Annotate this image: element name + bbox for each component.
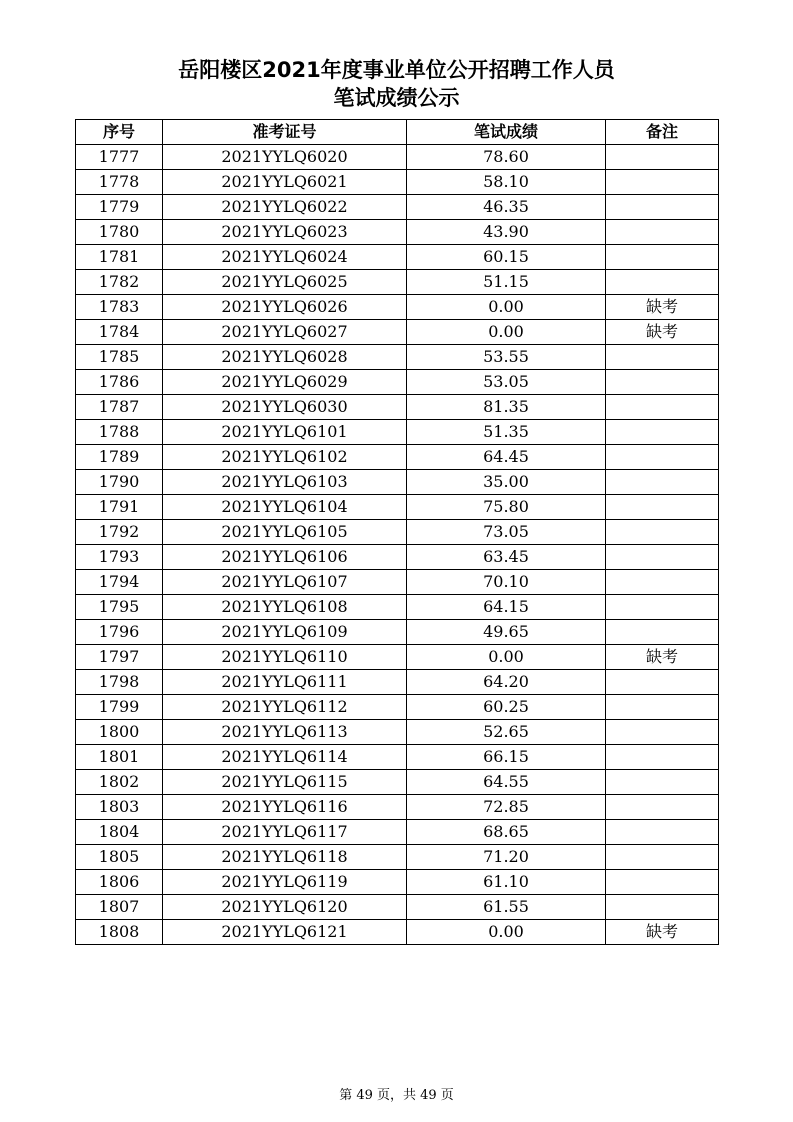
- cell-remark: [606, 170, 719, 195]
- cell-seq: 1806: [76, 870, 163, 895]
- column-header-remark: 备注: [606, 120, 719, 145]
- cell-exam-id: 2021YYLQ6101: [163, 420, 407, 445]
- cell-remark: [606, 145, 719, 170]
- cell-exam-id: 2021YYLQ6121: [163, 920, 407, 945]
- cell-remark: [606, 895, 719, 920]
- cell-exam-id: 2021YYLQ6109: [163, 620, 407, 645]
- cell-remark: [606, 345, 719, 370]
- cell-score: 71.20: [407, 845, 606, 870]
- cell-remark: [606, 445, 719, 470]
- table-row: [76, 720, 719, 745]
- cell-exam-id: 2021YYLQ6112: [163, 695, 407, 720]
- cell-seq: 1789: [76, 445, 163, 470]
- cell-exam-id: 2021YYLQ6023: [163, 220, 407, 245]
- cell-seq: 1788: [76, 420, 163, 445]
- cell-remark: [606, 470, 719, 495]
- cell-seq: 1798: [76, 670, 163, 695]
- cell-seq: 1808: [76, 920, 163, 945]
- table-row: [76, 520, 719, 545]
- cell-seq: 1801: [76, 745, 163, 770]
- column-header-exam-id: 准考证号: [163, 120, 407, 145]
- cell-exam-id: 2021YYLQ6115: [163, 770, 407, 795]
- cell-remark: [606, 845, 719, 870]
- cell-score: 64.45: [407, 445, 606, 470]
- cell-score: 64.15: [407, 595, 606, 620]
- cell-exam-id: 2021YYLQ6108: [163, 595, 407, 620]
- cell-exam-id: 2021YYLQ6102: [163, 445, 407, 470]
- cell-score: 64.20: [407, 670, 606, 695]
- cell-remark: [606, 770, 719, 795]
- cell-remark: [606, 570, 719, 595]
- cell-seq: 1795: [76, 595, 163, 620]
- cell-remark: [606, 720, 719, 745]
- cell-remark: 缺考: [606, 920, 719, 945]
- cell-remark: [606, 420, 719, 445]
- table-row: [76, 820, 719, 845]
- cell-exam-id: 2021YYLQ6105: [163, 520, 407, 545]
- table-row: [76, 420, 719, 445]
- page-footer: 第 49 页，共 49 页: [339, 1088, 454, 1103]
- page-title: 岳阳楼区2021年度事业单位公开招聘工作人员: [178, 58, 615, 82]
- cell-remark: [606, 520, 719, 545]
- table-row: [76, 345, 719, 370]
- cell-seq: 1800: [76, 720, 163, 745]
- cell-score: 35.00: [407, 470, 606, 495]
- cell-score: 51.35: [407, 420, 606, 445]
- table-row: [76, 895, 719, 920]
- cell-remark: [606, 820, 719, 845]
- cell-score: 60.25: [407, 695, 606, 720]
- cell-score: 61.55: [407, 895, 606, 920]
- table-row: [76, 795, 719, 820]
- cell-score: 46.35: [407, 195, 606, 220]
- table-row: [76, 745, 719, 770]
- table-row: [76, 195, 719, 220]
- cell-remark: [606, 395, 719, 420]
- cell-seq: 1779: [76, 195, 163, 220]
- cell-seq: 1780: [76, 220, 163, 245]
- cell-score: 81.35: [407, 395, 606, 420]
- cell-exam-id: 2021YYLQ6113: [163, 720, 407, 745]
- cell-seq: 1777: [76, 145, 163, 170]
- cell-exam-id: 2021YYLQ6028: [163, 345, 407, 370]
- table-row: [76, 620, 719, 645]
- cell-exam-id: 2021YYLQ6111: [163, 670, 407, 695]
- cell-remark: [606, 670, 719, 695]
- table-header-row: [76, 120, 719, 145]
- cell-seq: 1804: [76, 820, 163, 845]
- cell-seq: 1782: [76, 270, 163, 295]
- cell-exam-id: 2021YYLQ6116: [163, 795, 407, 820]
- cell-remark: [606, 495, 719, 520]
- cell-remark: [606, 795, 719, 820]
- cell-score: 43.90: [407, 220, 606, 245]
- table-row: [76, 145, 719, 170]
- cell-remark: [606, 220, 719, 245]
- cell-seq: 1778: [76, 170, 163, 195]
- cell-exam-id: 2021YYLQ6021: [163, 170, 407, 195]
- cell-seq: 1796: [76, 620, 163, 645]
- cell-score: 0.00: [407, 320, 606, 345]
- cell-seq: 1807: [76, 895, 163, 920]
- table-row: [76, 220, 719, 245]
- cell-exam-id: 2021YYLQ6119: [163, 870, 407, 895]
- cell-exam-id: 2021YYLQ6020: [163, 145, 407, 170]
- table-row: [76, 245, 719, 270]
- scores-table: [75, 119, 719, 945]
- table-row: [76, 545, 719, 570]
- cell-remark: [606, 870, 719, 895]
- table-row: [76, 495, 719, 520]
- cell-score: 52.65: [407, 720, 606, 745]
- cell-exam-id: 2021YYLQ6106: [163, 545, 407, 570]
- cell-seq: 1803: [76, 795, 163, 820]
- cell-seq: 1784: [76, 320, 163, 345]
- cell-exam-id: 2021YYLQ6025: [163, 270, 407, 295]
- cell-exam-id: 2021YYLQ6107: [163, 570, 407, 595]
- cell-exam-id: 2021YYLQ6120: [163, 895, 407, 920]
- cell-exam-id: 2021YYLQ6110: [163, 645, 407, 670]
- cell-score: 0.00: [407, 295, 606, 320]
- cell-exam-id: 2021YYLQ6026: [163, 295, 407, 320]
- cell-exam-id: 2021YYLQ6029: [163, 370, 407, 395]
- cell-remark: 缺考: [606, 645, 719, 670]
- cell-remark: 缺考: [606, 320, 719, 345]
- column-header-score: 笔试成绩: [407, 120, 606, 145]
- cell-score: 58.10: [407, 170, 606, 195]
- cell-remark: 缺考: [606, 295, 719, 320]
- cell-score: 49.65: [407, 620, 606, 645]
- cell-seq: 1794: [76, 570, 163, 595]
- cell-score: 63.45: [407, 545, 606, 570]
- cell-remark: [606, 245, 719, 270]
- cell-seq: 1805: [76, 845, 163, 870]
- table-row: [76, 695, 719, 720]
- cell-exam-id: 2021YYLQ6022: [163, 195, 407, 220]
- column-header-seq: 序号: [76, 120, 163, 145]
- cell-remark: [606, 195, 719, 220]
- table-row: [76, 870, 719, 895]
- cell-seq: 1793: [76, 545, 163, 570]
- cell-score: 66.15: [407, 745, 606, 770]
- cell-seq: 1797: [76, 645, 163, 670]
- cell-exam-id: 2021YYLQ6030: [163, 395, 407, 420]
- table-body: [76, 145, 719, 945]
- table-row: [76, 670, 719, 695]
- cell-score: 61.10: [407, 870, 606, 895]
- cell-exam-id: 2021YYLQ6117: [163, 820, 407, 845]
- cell-exam-id: 2021YYLQ6103: [163, 470, 407, 495]
- cell-seq: 1792: [76, 520, 163, 545]
- cell-seq: 1799: [76, 695, 163, 720]
- cell-remark: [606, 370, 719, 395]
- cell-score: 60.15: [407, 245, 606, 270]
- cell-score: 72.85: [407, 795, 606, 820]
- cell-score: 53.05: [407, 370, 606, 395]
- table-row: [76, 570, 719, 595]
- cell-seq: 1785: [76, 345, 163, 370]
- table-row: [76, 370, 719, 395]
- table-row: [76, 470, 719, 495]
- cell-score: 68.65: [407, 820, 606, 845]
- cell-remark: [606, 270, 719, 295]
- cell-seq: 1783: [76, 295, 163, 320]
- table-row: [76, 270, 719, 295]
- cell-exam-id: 2021YYLQ6118: [163, 845, 407, 870]
- cell-exam-id: 2021YYLQ6024: [163, 245, 407, 270]
- cell-seq: 1781: [76, 245, 163, 270]
- table-row: [76, 770, 719, 795]
- cell-seq: 1802: [76, 770, 163, 795]
- cell-remark: [606, 545, 719, 570]
- table-row: [76, 395, 719, 420]
- page-subtitle: 笔试成绩公示: [333, 86, 460, 110]
- cell-score: 64.55: [407, 770, 606, 795]
- cell-remark: [606, 695, 719, 720]
- cell-score: 0.00: [407, 920, 606, 945]
- cell-exam-id: 2021YYLQ6104: [163, 495, 407, 520]
- cell-remark: [606, 745, 719, 770]
- cell-seq: 1787: [76, 395, 163, 420]
- cell-score: 51.15: [407, 270, 606, 295]
- cell-score: 73.05: [407, 520, 606, 545]
- cell-seq: 1786: [76, 370, 163, 395]
- table-row: [76, 320, 719, 345]
- table-row: [76, 920, 719, 945]
- cell-score: 0.00: [407, 645, 606, 670]
- cell-score: 70.10: [407, 570, 606, 595]
- cell-score: 53.55: [407, 345, 606, 370]
- cell-exam-id: 2021YYLQ6027: [163, 320, 407, 345]
- cell-seq: 1791: [76, 495, 163, 520]
- table-row: [76, 445, 719, 470]
- cell-seq: 1790: [76, 470, 163, 495]
- table-row: [76, 595, 719, 620]
- cell-exam-id: 2021YYLQ6114: [163, 745, 407, 770]
- table-row: [76, 295, 719, 320]
- cell-score: 75.80: [407, 495, 606, 520]
- table-row: [76, 645, 719, 670]
- cell-remark: [606, 620, 719, 645]
- cell-score: 78.60: [407, 145, 606, 170]
- cell-remark: [606, 595, 719, 620]
- table-row: [76, 845, 719, 870]
- table-row: [76, 170, 719, 195]
